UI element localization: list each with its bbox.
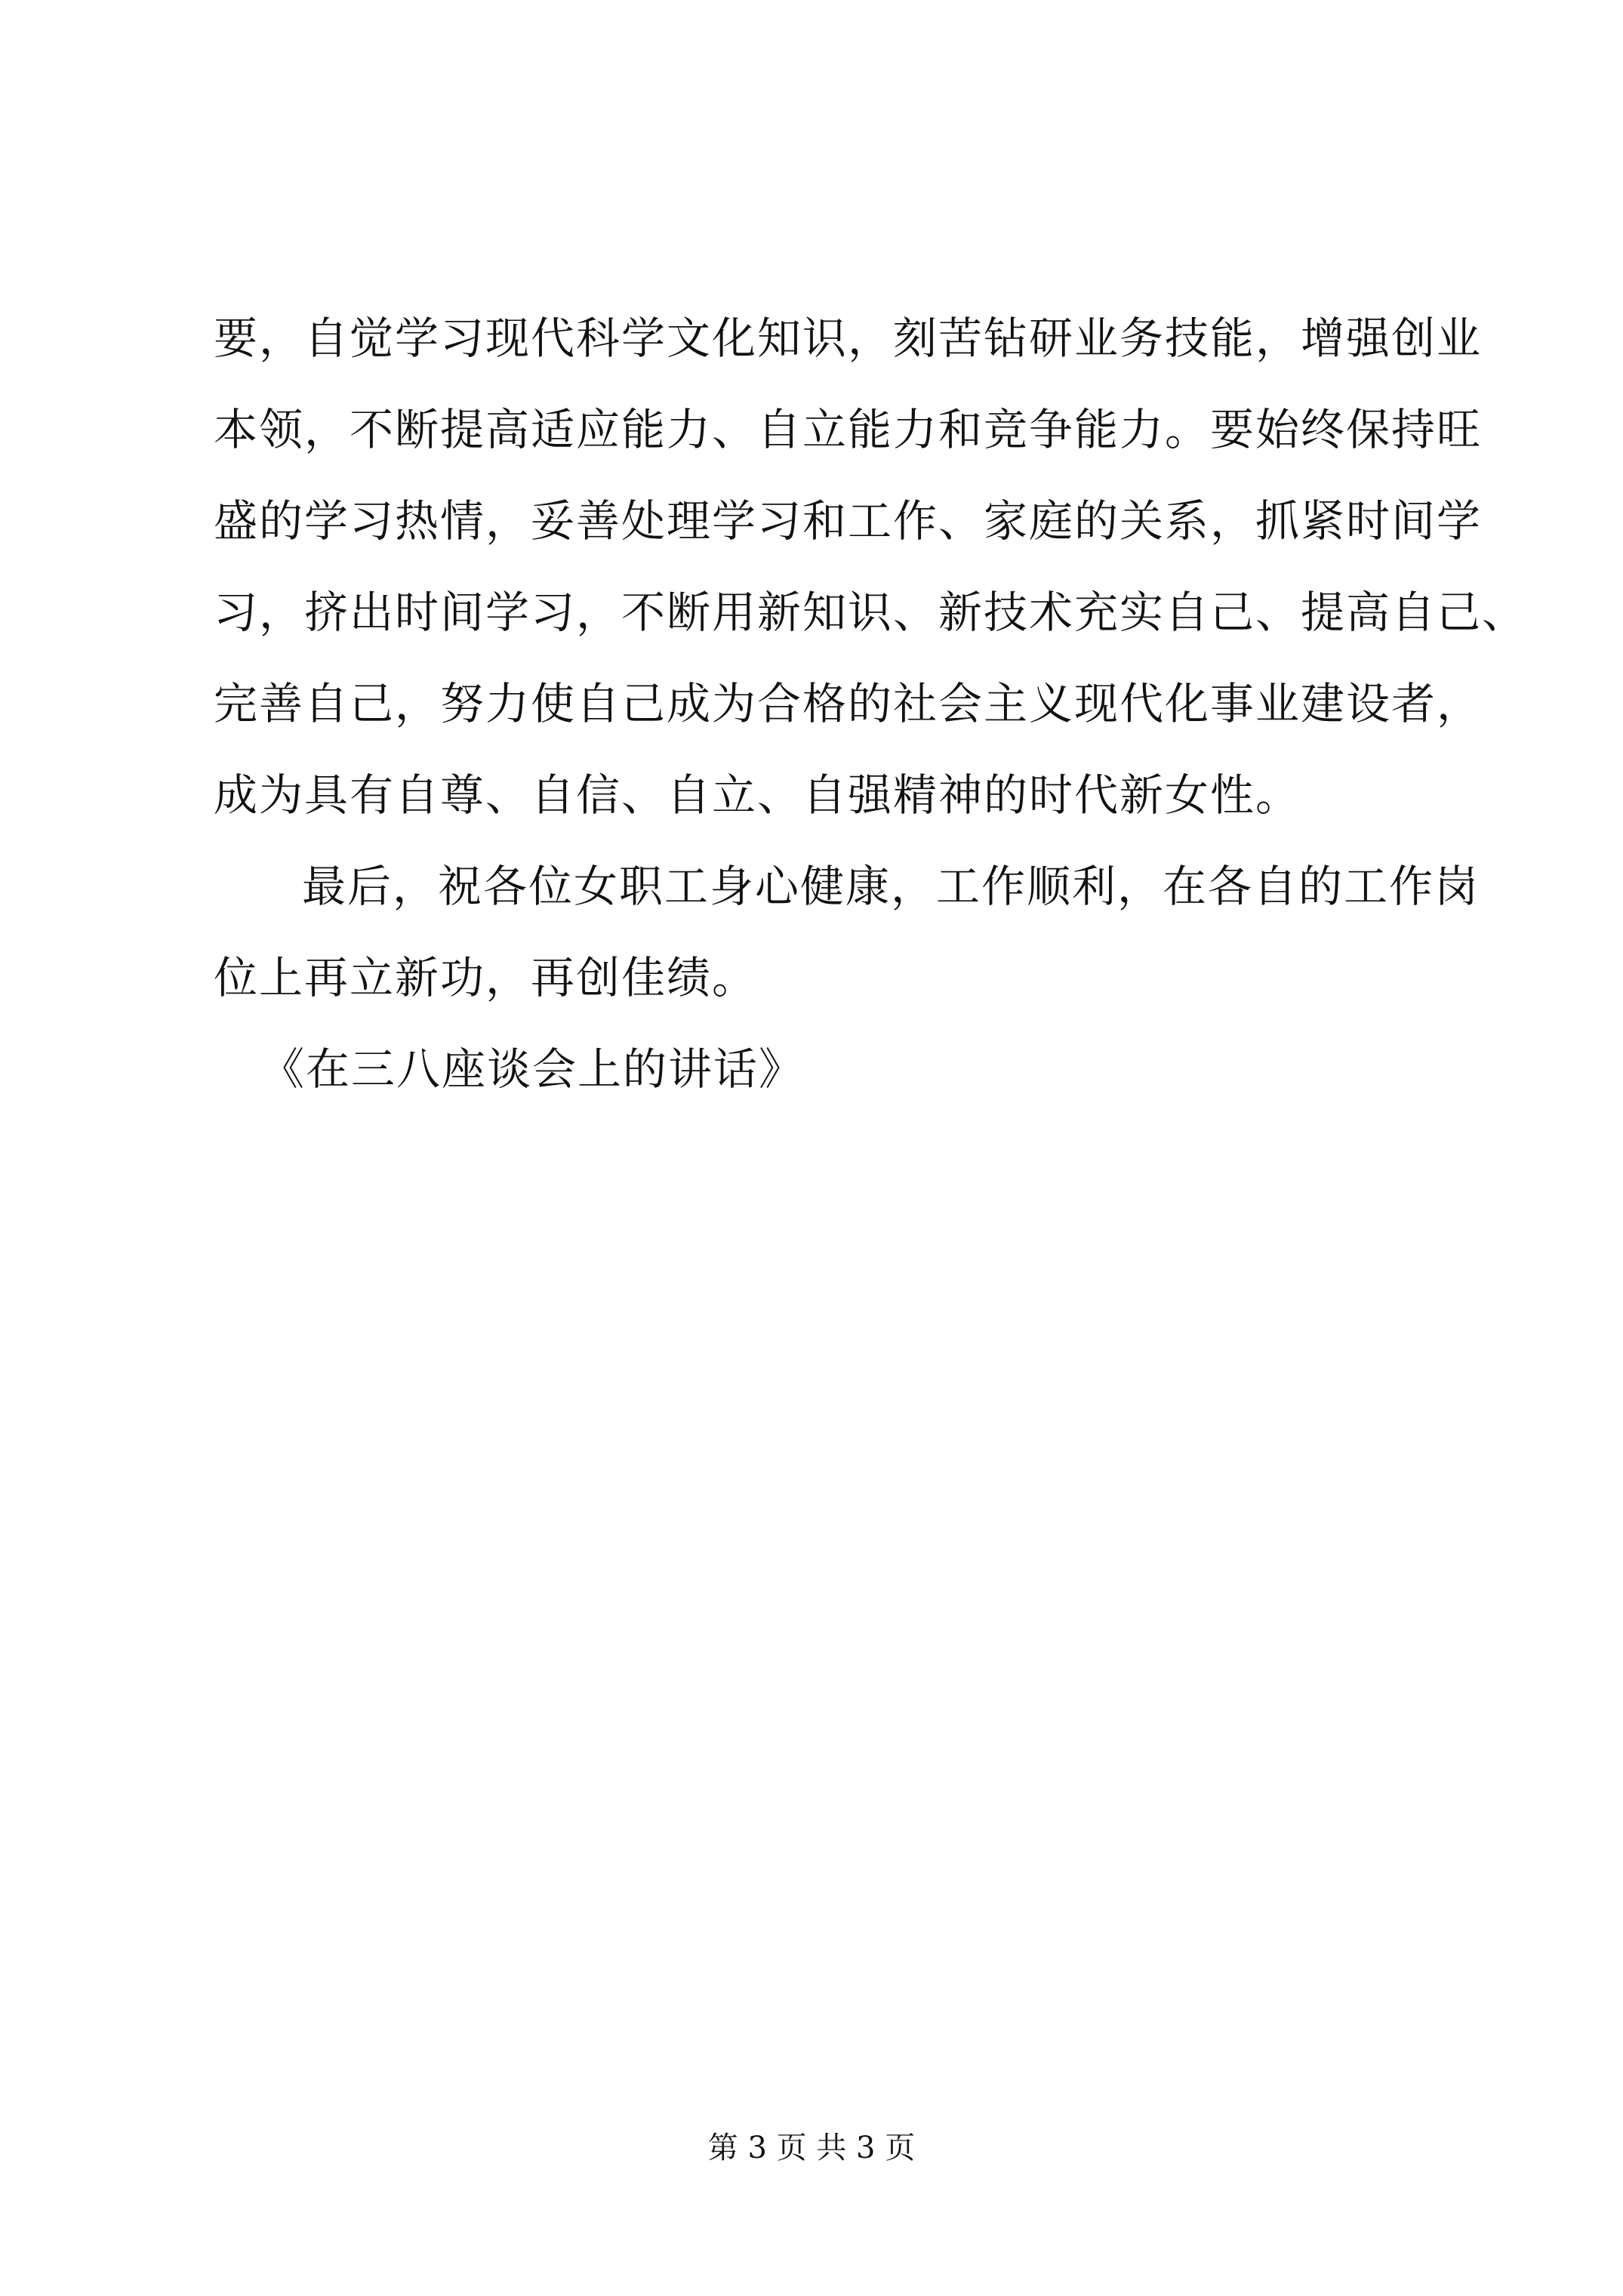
body-text-line: 位上再立新功，再创佳绩。: [214, 952, 758, 1003]
body-text-line: 本领，不断提高适应能力、自立能力和竞争能力。要始终保持旺: [214, 404, 1483, 455]
body-text-line: 要，自觉学习现代科学文化知识，刻苦钻研业务技能，增强创业: [214, 313, 1483, 364]
body-text-line: 成为具有自尊、自信、自立、自强精神的时代新女性。: [214, 769, 1301, 821]
body-text-line: 完善自己，努力使自己成为合格的社会主义现代化事业建设者，: [214, 678, 1483, 729]
page-number-footer: 第 3 页 共 3 页: [707, 2131, 916, 2165]
closing-title: 《在三八座谈会上的讲话》: [260, 1043, 805, 1095]
body-text-line: 盛的学习热情，妥善处理学习和工作、家庭的关系，抓紧时间学: [214, 495, 1483, 547]
body-text-line: 习，挤出时间学习，不断用新知识、新技术充实自己、提高自己、: [214, 587, 1528, 638]
body-text-line: 最后，祝各位女职工身心健康，工作顺利，在各自的工作岗: [302, 861, 1480, 912]
